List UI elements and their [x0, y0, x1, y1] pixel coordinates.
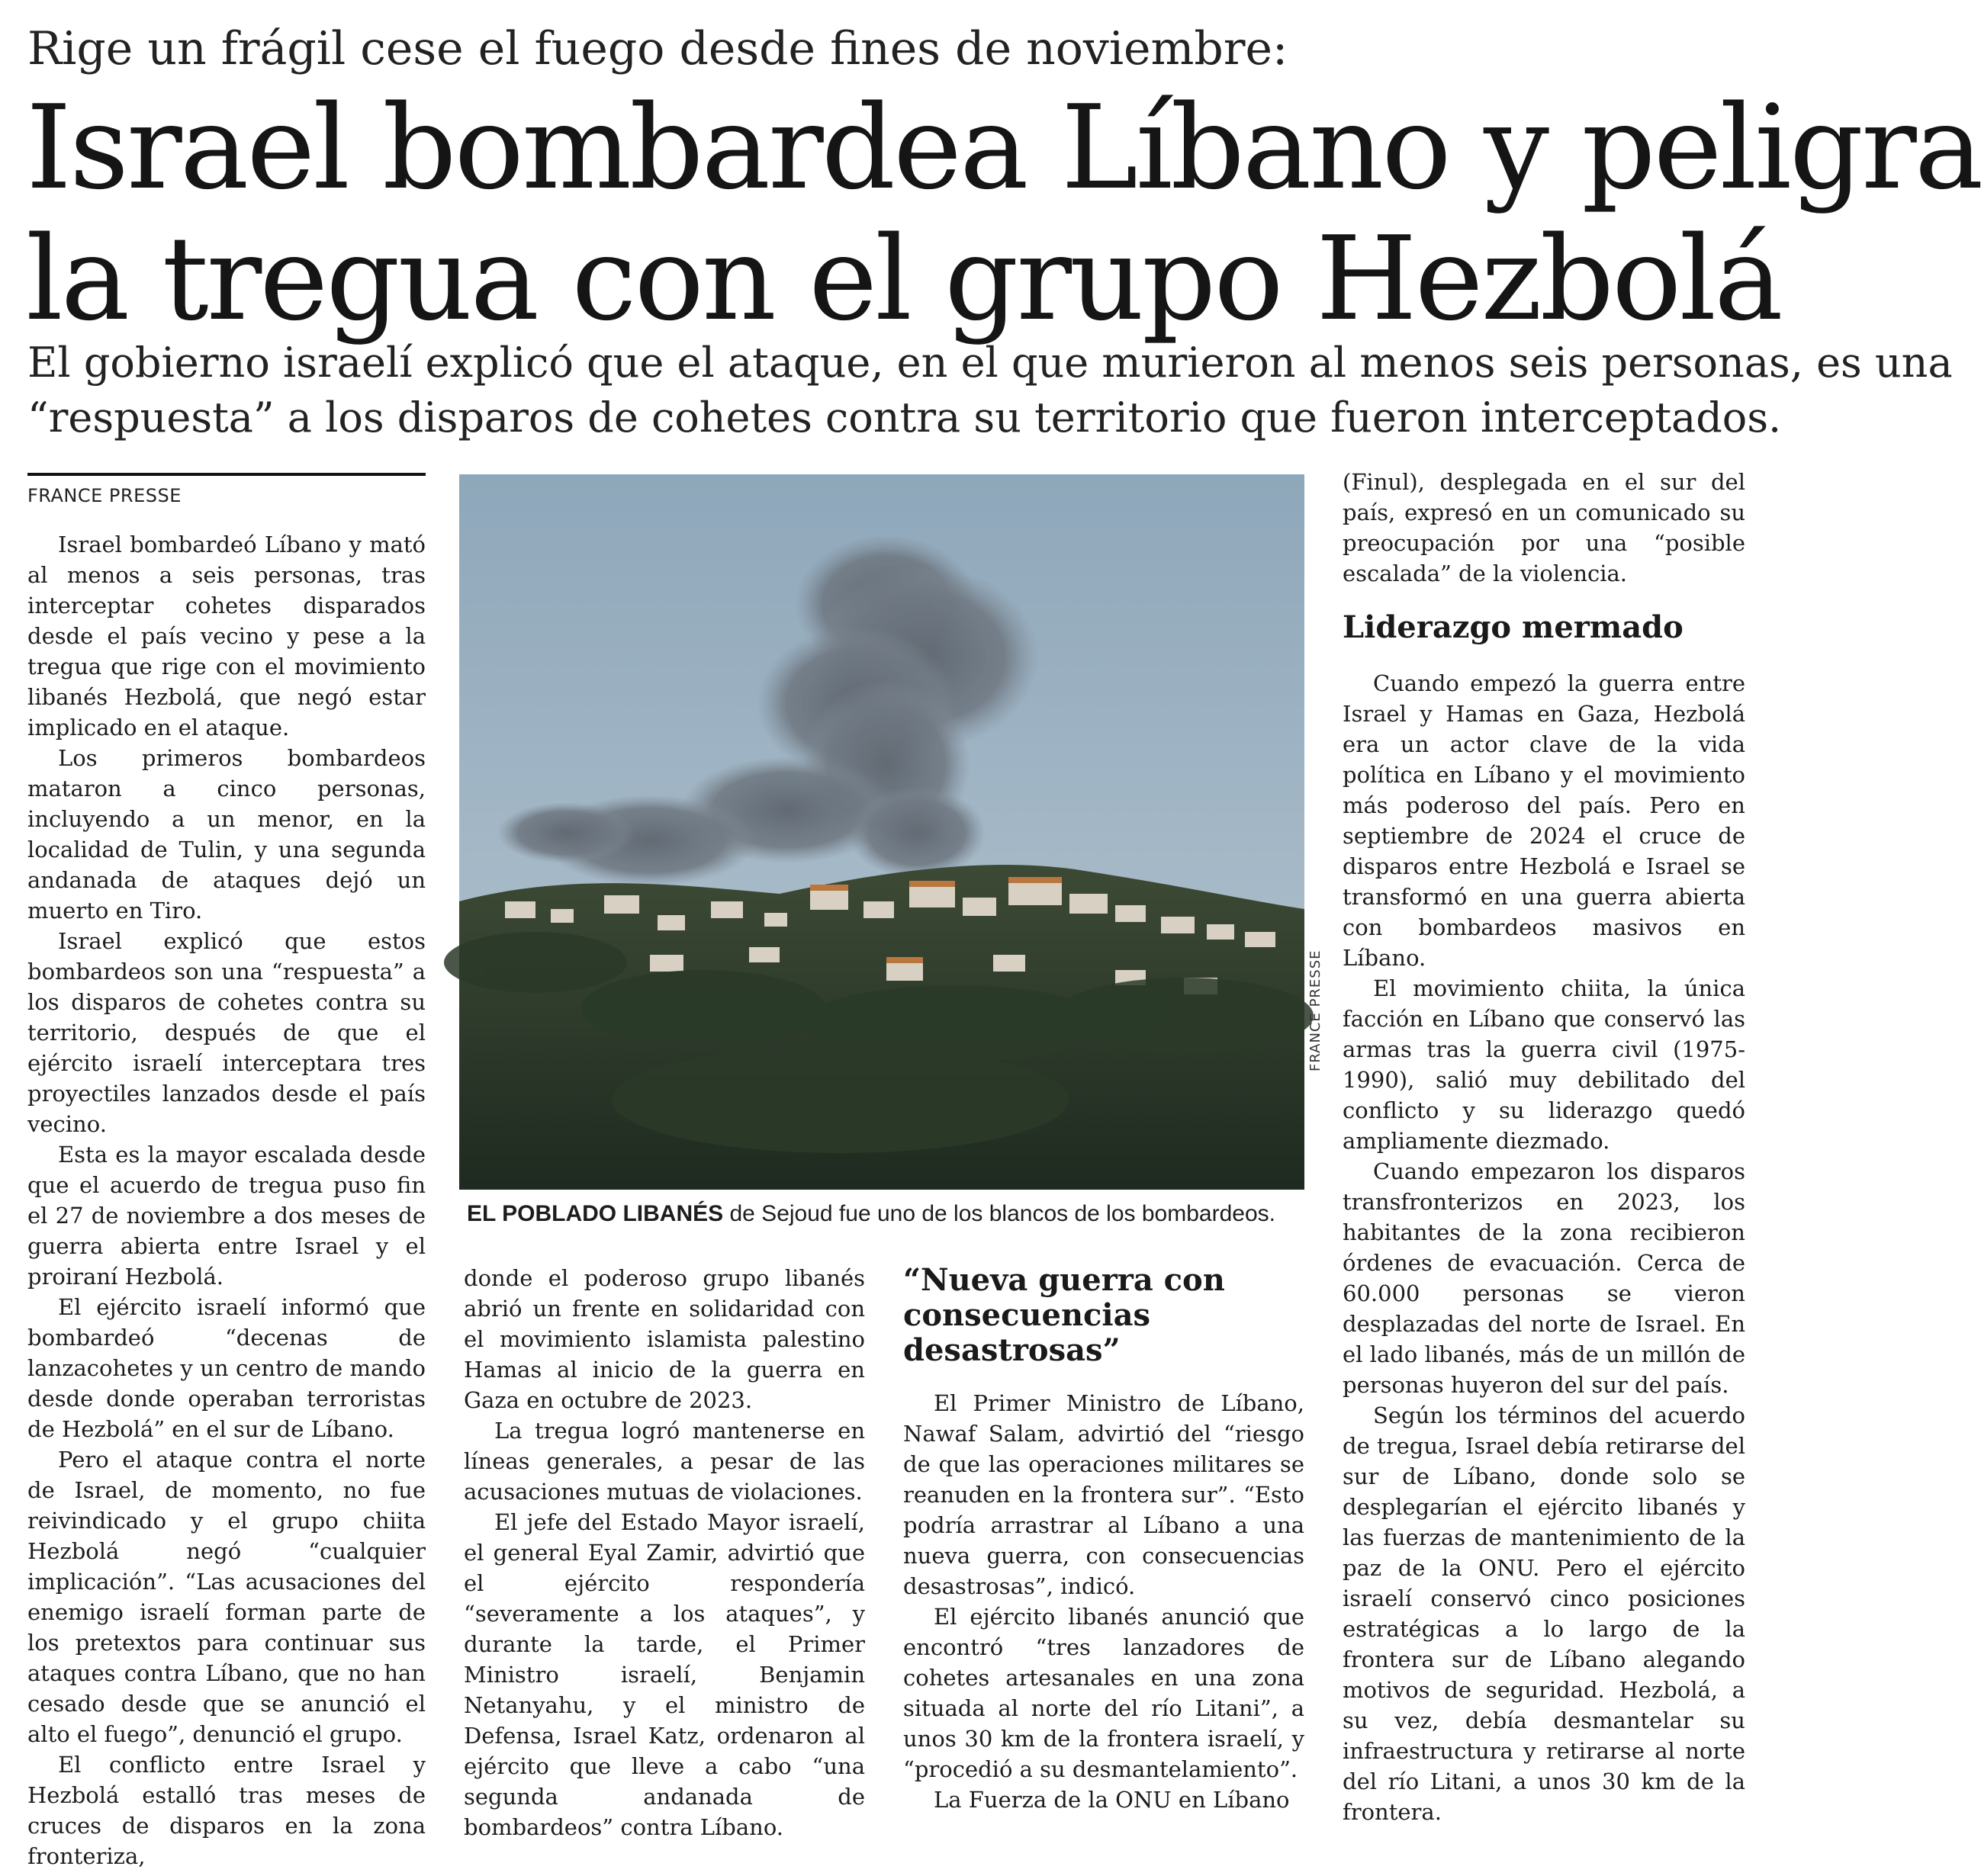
paragraph: (Finul), desplegada en el sur del país, expresó en un comunicado su preocupación por una “posible escalada” de la violencia. — [1343, 469, 1745, 586]
subhead-liderazgo-mermado: Liderazgo mermado — [1343, 609, 1684, 645]
column-3 — [903, 1263, 1304, 1815]
column-4 — [1343, 467, 1745, 1827]
byline-rule — [27, 473, 426, 476]
column-1 — [27, 529, 426, 1871]
photo-credit: FRANCE PRESSE — [1307, 949, 1323, 1071]
photo-caption — [467, 1199, 1314, 1229]
paragraph: Cuando empezó la guerra entre Israel y Hamas en Gaza, Hezbolá era un actor clave de la vida política en Líbano y el movimiento más poderoso del país. Pero en septiembre de 2024 el cruce de disparos entre Hezbolá e Israel se transformó en una guerra abierta con bombardeos masivos en Líbano. — [1343, 670, 1745, 971]
headline-line-2: la tregua con el grupo Hezbolá — [26, 211, 1781, 346]
paragraph: Cuando empezaron los disparos transfronterizos en 2023, los habitantes de la zona recibieron órdenes de evacuación. Cerca de 60.000 personas se vieron desplazadas del norte de Israel. En el lado libanés, más de un millón de personas huyeron del sur del país. — [1343, 1158, 1745, 1398]
paragraph: El conflicto entre Israel y Hezbolá estalló tras meses de cruces de disparos en la zona fronteriza, — [27, 1752, 426, 1869]
paragraph: La Fuerza de la ONU en Líbano — [934, 1787, 1290, 1813]
paragraph: El ejército libanés anunció que encontró “tres lanzadores de cohetes artesanales en una zona situada al norte del río Litani”, a unos 30 km de la frontera israelí, y “procedió a su desmantelamiento”. — [903, 1604, 1304, 1782]
headline-line-1: Israel bombardea Líbano y peligra — [26, 80, 1981, 215]
caption-text: de Sejoud fue uno de los blancos de los bombardeos. — [723, 1201, 1275, 1226]
photo-illustration — [459, 474, 1304, 1190]
paragraph: Israel explicó que estos bombardeos son una “respuesta” a los disparos de cohetes contra su territorio, después de que el ejército israelí interceptara tres proyectiles lanzados desde el país vecino. — [27, 928, 426, 1137]
paragraph: Los primeros bombardeos mataron a cinco personas, incluyendo a un menor, en la localidad de Tulin, y una segunda andanada de ataques dejó un muerto en Tiro. — [27, 745, 426, 924]
kicker: Rige un frágil cese el fuego desde fines de noviembre: — [27, 22, 1288, 75]
photo-smoke-over-village — [459, 474, 1304, 1190]
column-2 — [464, 1263, 865, 1842]
paragraph: El Primer Ministro de Líbano, Nawaf Salam, advirtió del “riesgo de que las operaciones militares se reanuden en la frontera sur”. “Esto podría arrastrar al Líbano a una nueva guerra, con consecuencias desastrosas”, indicó. — [903, 1390, 1304, 1599]
deck-line-2: “respuesta” a los disparos de cohetes contra su territorio que fueron interceptados. — [27, 394, 1782, 442]
paragraph: donde el poderoso grupo libanés abrió un frente en solidaridad con el movimiento islamista palestino Hamas al inicio de la guerra en Gaza en octubre de 2023. — [464, 1265, 865, 1413]
headline — [26, 80, 1981, 346]
byline: FRANCE PRESSE — [27, 485, 182, 506]
deck-line-1: El gobierno israelí explicó que el ataque, en el que murieron al menos seis personas, es una — [27, 339, 1953, 387]
deck — [27, 336, 1953, 445]
paragraph: Esta es la mayor escalada desde que el acuerdo de tregua puso fin el 27 de noviembre a dos meses de guerra abierta entre Israel y el proiraní Hezbolá. — [27, 1142, 426, 1290]
paragraph: Pero el ataque contra el norte de Israel, de momento, no fue reivindicado y el grupo chiita Hezbolá negó “cualquier implicación”. “Las acusaciones del enemigo israelí forman parte de los pretextos para continuar sus ataques contra Líbano, que no han cesado desde que se anunció el alto el fuego”, denunció el grupo. — [27, 1447, 426, 1747]
paragraph: El movimiento chiita, la única facción en Líbano que conservó las armas tras la guerra civil (1975-1990), salió muy debilitado del conflicto y su liderazgo quedó ampliamente diezmado. — [1343, 975, 1745, 1154]
paragraph: El jefe del Estado Mayor israelí, el general Eyal Zamir, advirtió que el ejército respondería “severamente a los ataques”, y durante la tarde, el Primer Ministro israelí, Benjamin Netanyahu, y el ministro de Defensa, Israel Katz, ordenaron al ejército que lleve a cabo “una segunda andanada de bombardeos” contra Líbano. — [464, 1509, 865, 1840]
paragraph: La tregua logró mantenerse en líneas generales, a pesar de las acusaciones mutuas de violaciones. — [464, 1418, 865, 1505]
subhead-nueva-guerra: “Nueva guerra con consecuencias desastrosas” — [903, 1262, 1225, 1368]
paragraph: Según los términos del acuerdo de tregua, Israel debía retirarse del sur de Líbano, donde solo se desplegarían el ejército libanés y las fuerzas de mantenimiento de la paz de la ONU. Pero el ejército israelí conservó cinco posiciones estratégicas a lo largo de la frontera sur de Líbano alegando motivos de seguridad. Hezbolá, a su vez, debía desmantelar su infraestructura y retirarse al norte del río Litani, a unos 30 km de la frontera. — [1343, 1402, 1745, 1825]
caption-lead: EL POBLADO LIBANÉS — [467, 1201, 724, 1226]
paragraph: El ejército israelí informó que bombardeó “decenas de lanzacohetes y un centro de mando desde donde operaban terroristas de Hezbolá” en el sur de Líbano. — [27, 1294, 426, 1442]
paragraph: Israel bombardeó Líbano y mató al menos a seis personas, tras interceptar cohetes disparados desde el país vecino y pese a la tregua que rige con el movimiento libanés Hezbolá, que negó estar implicado en el ataque. — [27, 532, 426, 740]
